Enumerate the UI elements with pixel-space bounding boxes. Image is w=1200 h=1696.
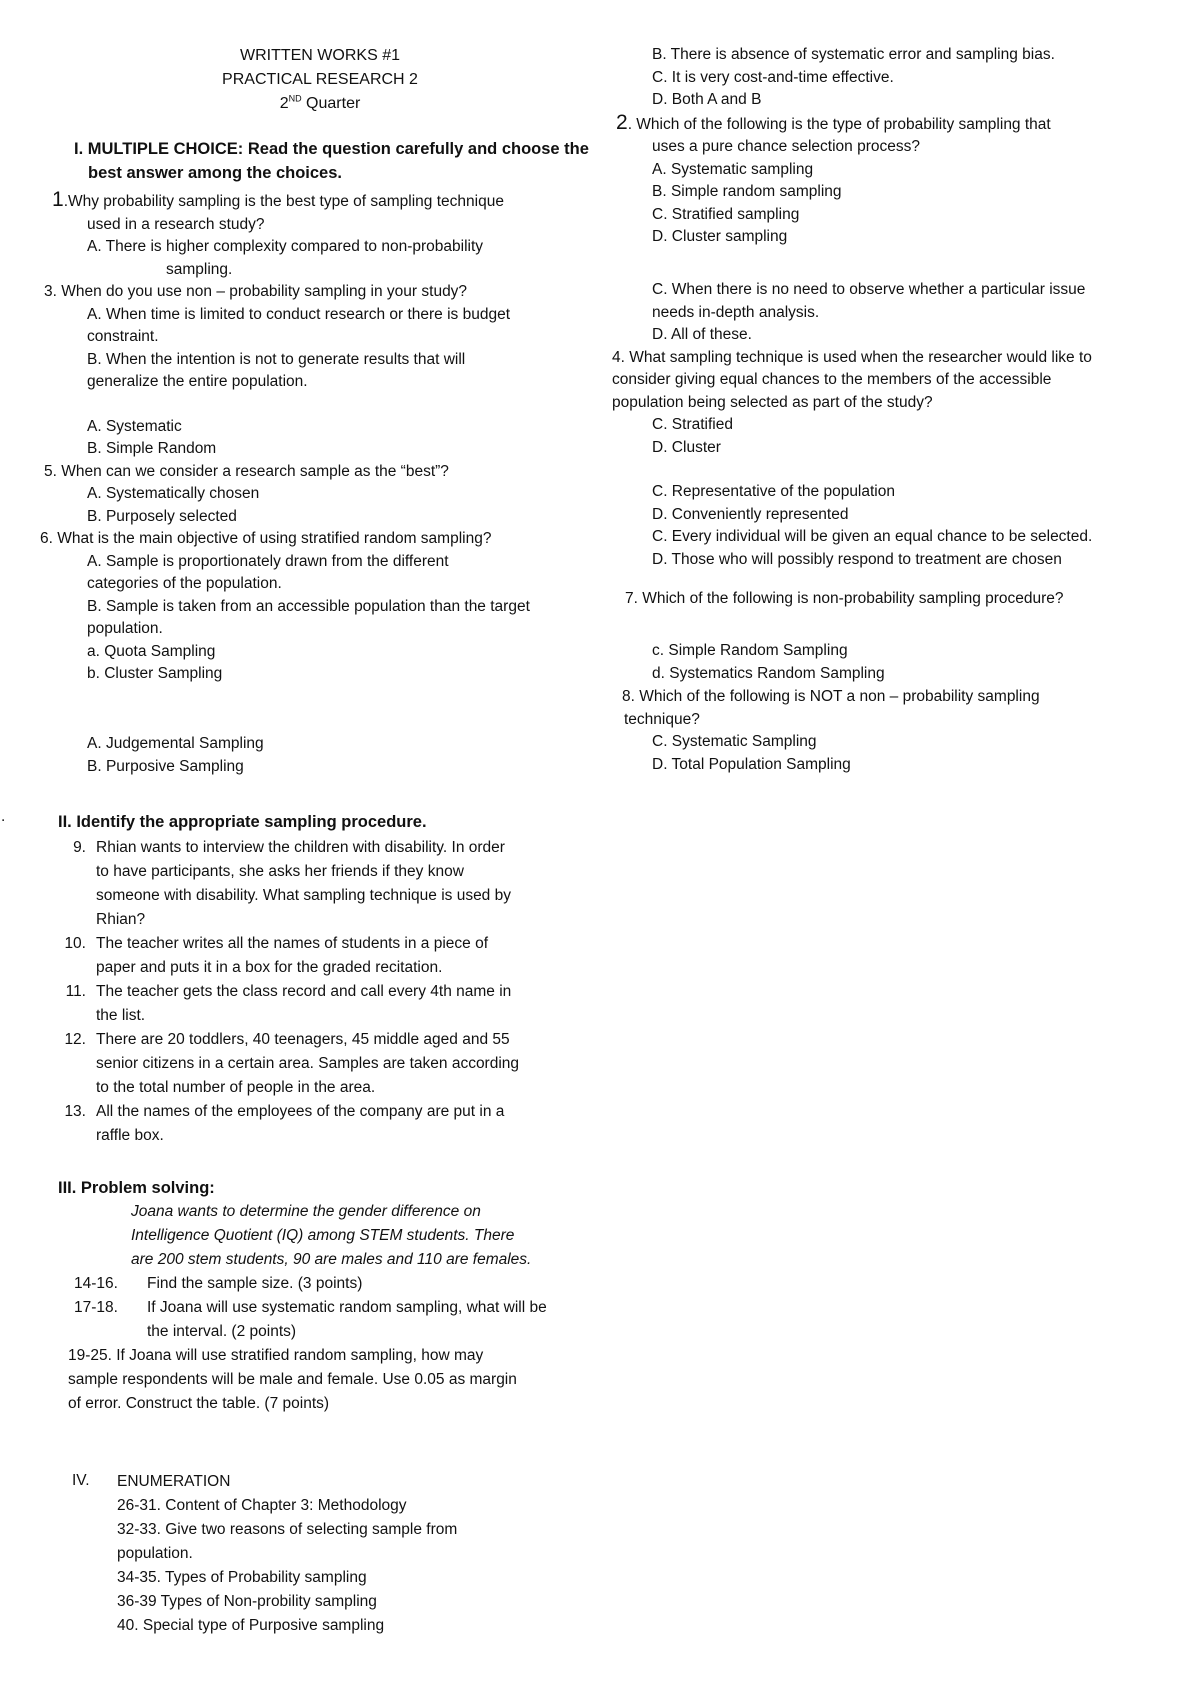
section-1-heading: I. MULTIPLE CHOICE: Read the question carefully and choose the best answer among the choices.	[74, 140, 589, 182]
right-column-mid	[612, 279, 1192, 571]
list-item: 19-25. If Joana will use stratified random sampling, how may sample respondents will be male and female. Use 0.05 as margin of error. Construct the table. (7 points)	[68, 1347, 517, 1412]
question-6-options-continued: C. Every individual will be given an equal chance to be selected. D. Those who will possibly respond to treatment are chosen	[652, 528, 1093, 568]
worksheet-quarter	[150, 92, 490, 116]
left-column-upper	[40, 189, 580, 686]
question-2: 2. Which of the following is the type of probability sampling that uses a pure chance selection process? A. Systematic sampling B. Simple random sampling C. Stratified sampling D. Cluster sampling	[616, 110, 1051, 245]
question-7-options: c. Simple Random Sampling d. Systematics Random Sampling	[652, 642, 885, 682]
question-7	[625, 588, 1185, 611]
list-item: 12. There are 20 toddlers, 40 teenagers, 45 middle aged and 55 senior citizens in a certain area. Samples are taken according to the total number of people in the area.	[64, 1031, 520, 1096]
question-1-option-a: A. There is higher complexity compared to non-probability	[87, 238, 484, 255]
question-5-stem: 5. When can we consider a research sample as the “best”?	[44, 462, 449, 480]
option-group-left-1: A. Systematic B. Simple Random	[87, 417, 217, 457]
section-3-heading: III. Problem solving:	[58, 1179, 215, 1197]
margin-mark: .	[1, 808, 6, 825]
list-item: 32-33. Give two reasons of selecting sample from	[117, 1521, 458, 1538]
question-1-number: 1	[52, 188, 64, 211]
question-8: 8. Which of the following is NOT a non – probability sampling technique? C. Systematic Sampling D. Total Population Sampling	[612, 686, 1172, 776]
list-item: 14-16. Find the sample size. (3 points)	[74, 1275, 363, 1292]
section-3-body	[58, 1200, 598, 1416]
question-3-option-a: A. When time is limited to conduct research or there is budget	[87, 305, 511, 323]
list-item: 11. The teacher gets the class record and call every 4th name in the list.	[65, 983, 512, 1024]
list-item: 40. Special type of Purposive sampling	[117, 1617, 385, 1634]
list-item: 26-31. Content of Chapter 3: Methodology	[117, 1497, 407, 1514]
question-4: 4. What sampling technique is used when the researcher would like to consider giving equal chances to the members of the accessible population being selected as part of the study? C. Stratified D. Cluster	[612, 347, 1192, 460]
section-4-number: IV.	[72, 1472, 90, 1489]
problem-scenario: Joana wants to determine the gender difference on Intelligence Quotient (IQ) among STEM students. There are 200 stem students, 90 are males and 110 are females.	[131, 1203, 532, 1268]
question-3-options-continued: C. When there is no need to observe whether a particular issue needs in-depth analysis. D. All of these.	[652, 281, 1086, 343]
list-item: 17-18. If Joana will use systematic random sampling, what will be the interval. (2 points)	[74, 1299, 547, 1340]
question-7-stem: 7. Which of the following is non-probability sampling procedure?	[625, 590, 1064, 607]
section-2-items	[58, 836, 578, 1148]
list-item: 36-39 Types of Non-probility sampling	[117, 1593, 377, 1610]
section-2-heading: II. Identify the appropriate sampling procedure.	[58, 813, 427, 831]
question-1-options-continued: B. There is absence of systematic error and sampling bias. C. It is very cost-and-time effective. D. Both A and B	[652, 46, 1055, 108]
list-item: 34-35. Types of Probability sampling	[117, 1569, 367, 1586]
question-6: 6. What is the main objective of using stratified random sampling? A. Sample is proportionately drawn from the different categories of the population. B. Sample is taken from an accessible population than the target population.	[40, 528, 580, 641]
question-1: 1.Why probability sampling is the best type of sampling technique used in a research study? A. There is higher complexity compared to non-probability sampling.	[40, 189, 580, 281]
section-4-heading: ENUMERATION	[117, 1473, 231, 1490]
question-6-stem: 6. What is the main objective of using stratified random sampling?	[40, 530, 492, 547]
quarter-number: 2	[279, 95, 289, 112]
list-item: 13. All the names of the employees of the company are put in a raffle box.	[64, 1103, 505, 1144]
option-group-left-3: A. Judgemental Sampling B. Purposive Sampling	[87, 735, 264, 775]
list-item: 10. The teacher writes all the names of students in a piece of paper and puts it in a box for the graded recitation.	[64, 935, 489, 976]
quarter-word: Quarter	[301, 95, 361, 112]
question-5-options-continued: C. Representative of the population D. Conveniently represented	[652, 483, 895, 523]
list-item: 9. Rhian wants to interview the children with disability. In order to have participants, she asks her friends if they know someone with disability. What sampling technique is used by Rhian?	[73, 839, 511, 928]
worksheet-header	[150, 44, 490, 116]
question-5: 5. When can we consider a research sample as the “best”? A. Systematically chosen B. Purposely selected	[40, 461, 580, 529]
question-3-option-b: B. When the intention is not to generate results that will	[87, 350, 466, 368]
question-4-stem: 4. What sampling technique is used when the researcher would like to	[612, 348, 1092, 366]
worksheet-title: WRITTEN WORKS #1	[239, 47, 400, 64]
option-group-left-2: a. Quota Sampling b. Cluster Sampling	[87, 642, 223, 682]
question-2-number: 2	[616, 110, 628, 134]
worksheet-subject: PRACTICAL RESEARCH 2	[222, 71, 418, 88]
question-3: 3. When do you use non – probability sampling in your study? A. When time is limited to conduct research or there is budget constraint. B. When the intention is not to generate results that will generalize the entire population.	[40, 281, 580, 394]
section-4-body: ENUMERATION 26-31. Content of Chapter 3: Methodology 32-33. Give two reasons of selecting sample from population. 34-35. Types of Probability sampling 36-39 Types of Non-probility sampling 40. Special type of Purposive sampling	[117, 1470, 597, 1638]
question-8-stem: 8. Which of the following is NOT a non – probability sampling	[622, 688, 1040, 705]
question-3-stem: 3. When do you use non – probability sampling in your study?	[44, 283, 468, 300]
quarter-superscript: ND	[288, 93, 302, 104]
right-column	[612, 44, 1172, 249]
